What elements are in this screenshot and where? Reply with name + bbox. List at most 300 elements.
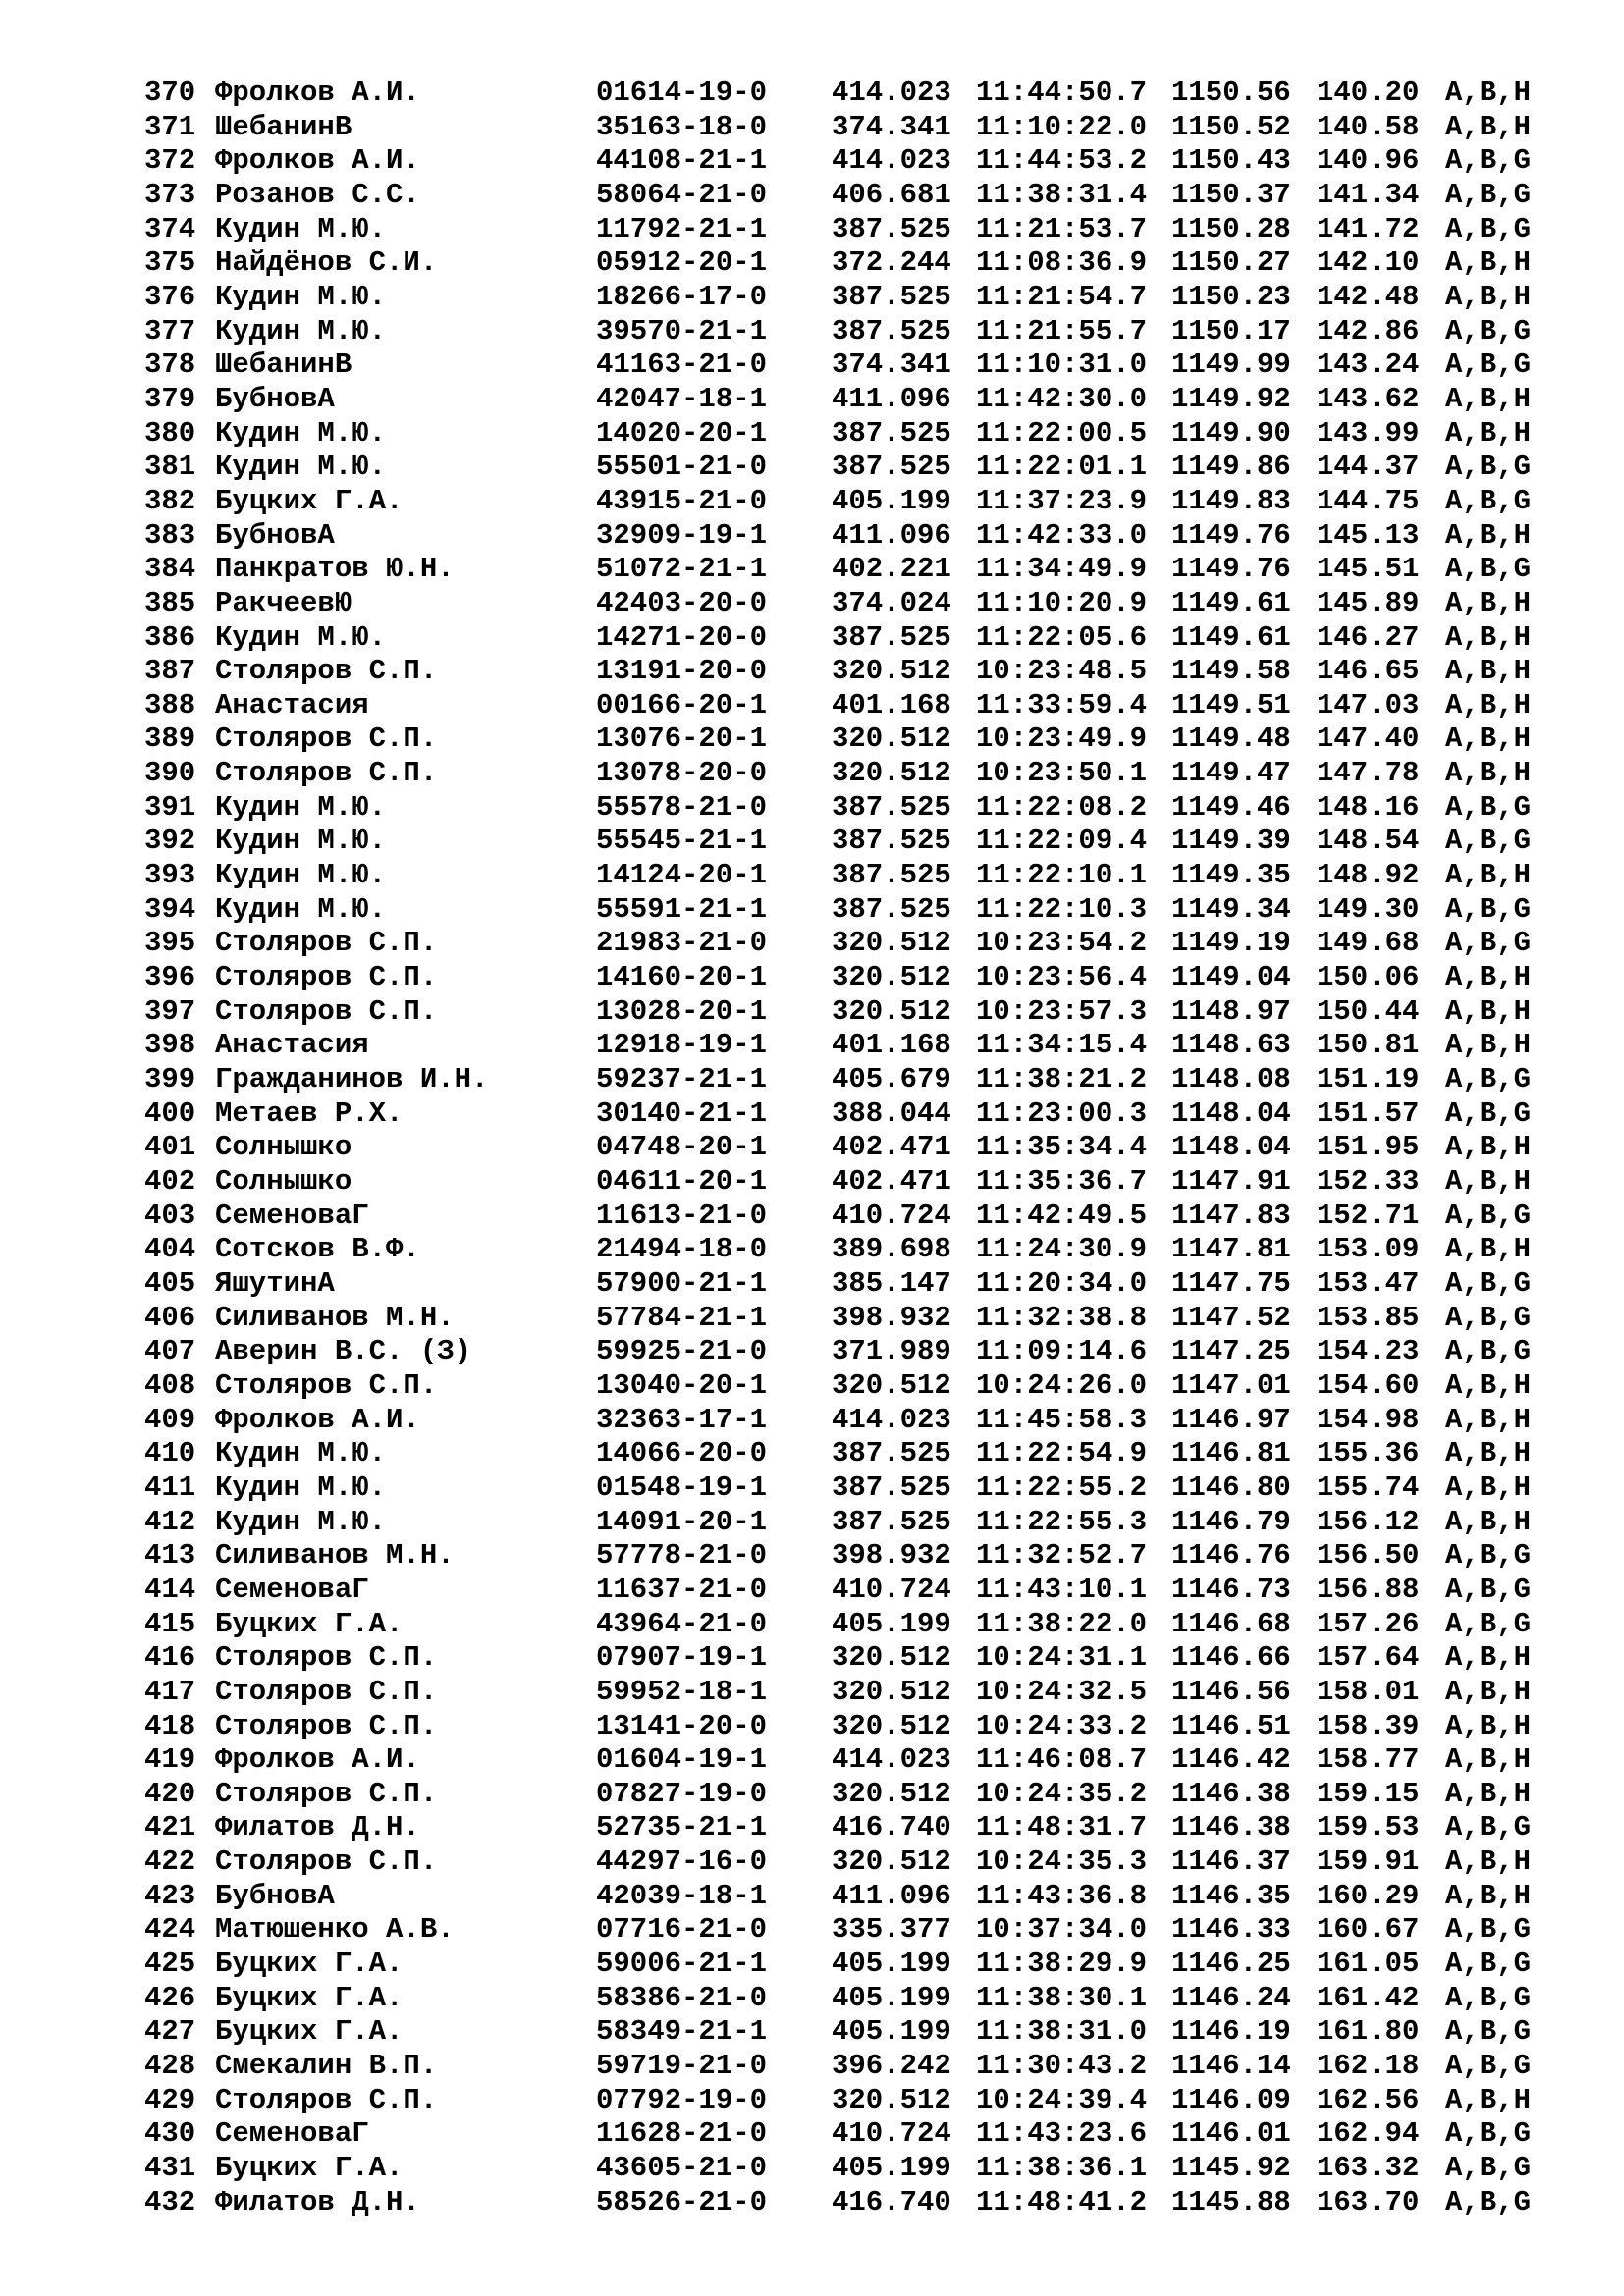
coefficient-value: 141.72 <box>1317 212 1420 245</box>
coefficient-value: 150.44 <box>1317 994 1420 1028</box>
place-number: 375 <box>144 246 196 280</box>
distance-value: 320.512 <box>832 722 951 756</box>
group-codes: A,B,H <box>1445 1743 1532 1777</box>
ring-number: 58064-21-0 <box>596 178 768 211</box>
arrival-time: 11:22:08.2 <box>976 790 1148 824</box>
coefficient-value: 153.85 <box>1317 1301 1420 1334</box>
participant-name: Найдёнов С.И. <box>215 246 438 280</box>
table-row <box>144 1165 1558 1200</box>
coefficient-value: 146.27 <box>1317 620 1420 654</box>
table-row <box>144 927 1558 961</box>
coefficient-value: 152.33 <box>1317 1165 1420 1198</box>
group-codes: A,B,H <box>1445 1641 1532 1675</box>
coefficient-value: 160.29 <box>1317 1879 1420 1912</box>
group-codes: A,B,G <box>1445 1266 1532 1300</box>
place-number: 381 <box>144 451 196 484</box>
group-codes: A,B,G <box>1445 2152 1532 2185</box>
table-row <box>144 1267 1558 1302</box>
group-codes: A,B,H <box>1445 1131 1532 1164</box>
speed-value: 1149.58 <box>1171 655 1291 688</box>
place-number: 414 <box>144 1573 196 1606</box>
participant-name: Розанов С.С. <box>215 178 420 211</box>
speed-value: 1146.33 <box>1171 1913 1291 1947</box>
ring-number: 00166-20-1 <box>596 688 768 721</box>
speed-value: 1149.04 <box>1171 961 1291 994</box>
speed-value: 1149.90 <box>1171 416 1291 450</box>
place-number: 395 <box>144 927 196 960</box>
arrival-time: 11:32:52.7 <box>976 1539 1148 1573</box>
participant-name: Кудин М.Ю. <box>215 212 387 245</box>
ring-number: 51072-21-1 <box>596 553 768 586</box>
group-codes: A,B,H <box>1445 246 1532 280</box>
participant-name: Буцких Г.А. <box>215 1607 404 1640</box>
participant-name: Столяров С.П. <box>215 1709 438 1742</box>
table-row <box>144 1608 1558 1642</box>
coefficient-value: 154.23 <box>1317 1335 1420 1368</box>
arrival-time: 11:20:34.0 <box>976 1266 1148 1300</box>
distance-value: 335.377 <box>832 1913 951 1947</box>
participant-name: Столяров С.П. <box>215 1641 438 1675</box>
coefficient-value: 151.95 <box>1317 1131 1420 1164</box>
group-codes: A,B,G <box>1445 1981 1532 2014</box>
arrival-time: 11:42:33.0 <box>976 518 1148 552</box>
group-codes: A,B,H <box>1445 586 1532 619</box>
place-number: 429 <box>144 2083 196 2116</box>
coefficient-value: 143.99 <box>1317 416 1420 450</box>
distance-value: 387.525 <box>832 825 951 858</box>
place-number: 424 <box>144 1913 196 1947</box>
participant-name: Столяров С.П. <box>215 961 438 994</box>
distance-value: 398.932 <box>832 1539 951 1573</box>
participant-name: РакчеевЮ <box>215 586 352 619</box>
ring-number: 13141-20-0 <box>596 1709 768 1742</box>
coefficient-value: 156.50 <box>1317 1539 1420 1573</box>
participant-name: Солнышко <box>215 1131 352 1164</box>
distance-value: 405.199 <box>832 2015 951 2049</box>
distance-value: 320.512 <box>832 961 951 994</box>
ring-number: 57778-21-0 <box>596 1539 768 1573</box>
arrival-time: 11:32:38.8 <box>976 1301 1148 1334</box>
table-row <box>144 2186 1558 2220</box>
arrival-time: 11:44:50.7 <box>976 77 1148 109</box>
table-row <box>144 825 1558 859</box>
place-number: 385 <box>144 586 196 619</box>
arrival-time: 11:37:23.9 <box>976 484 1148 517</box>
group-codes: A,B,H <box>1445 2083 1532 2116</box>
speed-value: 1147.83 <box>1171 1199 1291 1232</box>
ring-number: 11628-21-0 <box>596 2117 768 2151</box>
participant-name: Буцких Г.А. <box>215 2015 404 2049</box>
distance-value: 387.525 <box>832 1505 951 1538</box>
coefficient-value: 157.64 <box>1317 1641 1420 1675</box>
distance-value: 387.525 <box>832 790 951 824</box>
table-row <box>144 1743 1558 1778</box>
participant-name: Кудин М.Ю. <box>215 416 387 450</box>
distance-value: 387.525 <box>832 280 951 313</box>
place-number: 391 <box>144 790 196 824</box>
participant-name: Кудин М.Ю. <box>215 1437 387 1470</box>
group-codes: A,B,G <box>1445 790 1532 824</box>
coefficient-value: 144.37 <box>1317 451 1420 484</box>
speed-value: 1150.23 <box>1171 280 1291 313</box>
participant-name: Кудин М.Ю. <box>215 859 387 892</box>
place-number: 388 <box>144 688 196 721</box>
place-number: 371 <box>144 110 196 143</box>
ring-number: 42047-18-1 <box>596 382 768 415</box>
arrival-time: 10:24:35.3 <box>976 1845 1148 1879</box>
group-codes: A,B,G <box>1445 2015 1532 2049</box>
ring-number: 12918-19-1 <box>596 1029 768 1062</box>
participant-name: Столяров С.П. <box>215 1368 438 1402</box>
speed-value: 1146.38 <box>1171 1811 1291 1844</box>
coefficient-value: 144.75 <box>1317 484 1420 517</box>
place-number: 412 <box>144 1505 196 1538</box>
coefficient-value: 150.81 <box>1317 1029 1420 1062</box>
speed-value: 1149.19 <box>1171 927 1291 960</box>
arrival-time: 11:08:36.9 <box>976 246 1148 280</box>
distance-value: 387.525 <box>832 620 951 654</box>
group-codes: A,B,G <box>1445 1063 1532 1096</box>
place-number: 422 <box>144 1845 196 1879</box>
participant-name: Кудин М.Ю. <box>215 892 387 926</box>
coefficient-value: 158.01 <box>1317 1675 1420 1708</box>
distance-value: 374.024 <box>832 586 951 619</box>
arrival-time: 11:38:31.0 <box>976 2015 1148 2049</box>
table-row <box>144 2050 1558 2084</box>
place-number: 410 <box>144 1437 196 1470</box>
ring-number: 32363-17-1 <box>596 1403 768 1436</box>
place-number: 432 <box>144 2185 196 2218</box>
distance-value: 387.525 <box>832 1470 951 1504</box>
distance-value: 406.681 <box>832 178 951 211</box>
group-codes: A,B,H <box>1445 859 1532 892</box>
place-number: 409 <box>144 1403 196 1436</box>
place-number: 428 <box>144 2050 196 2083</box>
ring-number: 13040-20-1 <box>596 1368 768 1402</box>
distance-value: 320.512 <box>832 1777 951 1810</box>
table-row <box>144 348 1558 383</box>
arrival-time: 10:37:34.0 <box>976 1913 1148 1947</box>
coefficient-value: 161.80 <box>1317 2015 1420 2049</box>
distance-value: 320.512 <box>832 2083 951 2116</box>
table-row <box>144 1880 1558 1914</box>
group-codes: A,B,H <box>1445 1709 1532 1742</box>
distance-value: 405.199 <box>832 1607 951 1640</box>
speed-value: 1150.17 <box>1171 314 1291 347</box>
speed-value: 1146.80 <box>1171 1470 1291 1504</box>
participant-name: Сотсков В.Ф. <box>215 1233 420 1266</box>
distance-value: 405.199 <box>832 484 951 517</box>
table-row <box>144 893 1558 928</box>
arrival-time: 11:42:49.5 <box>976 1199 1148 1232</box>
place-number: 370 <box>144 77 196 109</box>
place-number: 430 <box>144 2117 196 2151</box>
group-codes: A,B,G <box>1445 1607 1532 1640</box>
ring-number: 30140-21-1 <box>596 1096 768 1130</box>
place-number: 404 <box>144 1233 196 1266</box>
speed-value: 1150.43 <box>1171 144 1291 178</box>
place-number: 387 <box>144 655 196 688</box>
group-codes: A,B,G <box>1445 892 1532 926</box>
ring-number: 07716-21-0 <box>596 1913 768 1947</box>
table-row <box>144 281 1558 315</box>
group-codes: A,B,H <box>1445 280 1532 313</box>
table-row <box>144 1335 1558 1369</box>
table-row <box>144 1097 1558 1132</box>
arrival-time: 10:23:54.2 <box>976 927 1148 960</box>
participant-name: Буцких Г.А. <box>215 1981 404 2014</box>
participant-name: Матюшенко А.В. <box>215 1913 455 1947</box>
place-number: 417 <box>144 1675 196 1708</box>
coefficient-value: 145.51 <box>1317 553 1420 586</box>
place-number: 397 <box>144 994 196 1028</box>
ring-number: 59006-21-1 <box>596 1948 768 1981</box>
table-row <box>144 2084 1558 2118</box>
group-codes: A,B,G <box>1445 1096 1532 1130</box>
arrival-time: 11:22:00.5 <box>976 416 1148 450</box>
distance-value: 401.168 <box>832 688 951 721</box>
participant-name: Буцких Г.А. <box>215 484 404 517</box>
group-codes: A,B,G <box>1445 484 1532 517</box>
group-codes: A,B,H <box>1445 1029 1532 1062</box>
speed-value: 1147.81 <box>1171 1233 1291 1266</box>
place-number: 405 <box>144 1266 196 1300</box>
place-number: 408 <box>144 1368 196 1402</box>
distance-value: 405.199 <box>832 2152 951 2185</box>
ring-number: 04611-20-1 <box>596 1165 768 1198</box>
participant-name: Кудин М.Ю. <box>215 1505 387 1538</box>
arrival-time: 10:23:57.3 <box>976 994 1148 1028</box>
arrival-time: 10:24:39.4 <box>976 2083 1148 2116</box>
coefficient-value: 148.92 <box>1317 859 1420 892</box>
group-codes: A,B,H <box>1445 994 1532 1028</box>
speed-value: 1149.61 <box>1171 586 1291 619</box>
coefficient-value: 148.16 <box>1317 790 1420 824</box>
arrival-time: 11:44:53.2 <box>976 144 1148 178</box>
group-codes: A,B,G <box>1445 927 1532 960</box>
distance-value: 320.512 <box>832 1368 951 1402</box>
group-codes: A,B,G <box>1445 178 1532 211</box>
table-row <box>144 1471 1558 1506</box>
table-row <box>144 1948 1558 1982</box>
ring-number: 13028-20-1 <box>596 994 768 1028</box>
group-codes: A,B,H <box>1445 77 1532 109</box>
group-codes: A,B,G <box>1445 348 1532 382</box>
arrival-time: 11:46:08.7 <box>976 1743 1148 1777</box>
arrival-time: 11:43:10.1 <box>976 1573 1148 1606</box>
arrival-time: 11:22:01.1 <box>976 451 1148 484</box>
ring-number: 44297-16-0 <box>596 1845 768 1879</box>
group-codes: A,B,G <box>1445 212 1532 245</box>
participant-name: Фролков А.И. <box>215 144 420 178</box>
place-number: 384 <box>144 553 196 586</box>
participant-name: СеменоваГ <box>215 1573 369 1606</box>
arrival-time: 11:09:14.6 <box>976 1335 1148 1368</box>
participant-name: Кудин М.Ю. <box>215 790 387 824</box>
group-codes: A,B,H <box>1445 688 1532 721</box>
participant-name: БубновА <box>215 382 335 415</box>
distance-value: 387.525 <box>832 1437 951 1470</box>
ring-number: 01614-19-0 <box>596 77 768 109</box>
coefficient-value: 145.13 <box>1317 518 1420 552</box>
distance-value: 414.023 <box>832 1403 951 1436</box>
table-row <box>144 213 1558 247</box>
place-number: 416 <box>144 1641 196 1675</box>
ring-number: 13076-20-1 <box>596 722 768 756</box>
arrival-time: 11:38:22.0 <box>976 1607 1148 1640</box>
distance-value: 320.512 <box>832 1675 951 1708</box>
table-row <box>144 417 1558 452</box>
participant-name: Кудин М.Ю. <box>215 314 387 347</box>
place-number: 425 <box>144 1948 196 1981</box>
speed-value: 1150.27 <box>1171 246 1291 280</box>
coefficient-value: 163.32 <box>1317 2152 1420 2185</box>
group-codes: A,B,H <box>1445 1437 1532 1470</box>
participant-name: Солнышко <box>215 1165 352 1198</box>
arrival-time: 11:38:36.1 <box>976 2152 1148 2185</box>
speed-value: 1146.56 <box>1171 1675 1291 1708</box>
participant-name: Столяров С.П. <box>215 2083 438 2116</box>
speed-value: 1150.28 <box>1171 212 1291 245</box>
speed-value: 1149.39 <box>1171 825 1291 858</box>
arrival-time: 11:22:55.2 <box>976 1470 1148 1504</box>
coefficient-value: 145.89 <box>1317 586 1420 619</box>
arrival-time: 11:22:10.1 <box>976 859 1148 892</box>
ring-number: 07792-19-0 <box>596 2083 768 2116</box>
arrival-time: 10:23:48.5 <box>976 655 1148 688</box>
distance-value: 402.471 <box>832 1131 951 1164</box>
coefficient-value: 161.42 <box>1317 1981 1420 2014</box>
participant-name: ШебанинВ <box>215 110 352 143</box>
speed-value: 1149.46 <box>1171 790 1291 824</box>
participant-name: Столяров С.П. <box>215 1675 438 1708</box>
distance-value: 372.244 <box>832 246 951 280</box>
group-codes: A,B,H <box>1445 655 1532 688</box>
group-codes: A,B,H <box>1445 110 1532 143</box>
speed-value: 1149.92 <box>1171 382 1291 415</box>
distance-value: 387.525 <box>832 416 951 450</box>
ring-number: 32909-19-1 <box>596 518 768 552</box>
ring-number: 18266-17-0 <box>596 280 768 313</box>
ring-number: 43605-21-0 <box>596 2152 768 2185</box>
distance-value: 414.023 <box>832 144 951 178</box>
speed-value: 1146.79 <box>1171 1505 1291 1538</box>
coefficient-value: 147.78 <box>1317 757 1420 790</box>
ring-number: 42403-20-0 <box>596 586 768 619</box>
ring-number: 39570-21-1 <box>596 314 768 347</box>
place-number: 392 <box>144 825 196 858</box>
distance-value: 374.341 <box>832 348 951 382</box>
speed-value: 1149.47 <box>1171 757 1291 790</box>
participant-name: Столяров С.П. <box>215 757 438 790</box>
place-number: 406 <box>144 1301 196 1334</box>
arrival-time: 11:38:29.9 <box>976 1948 1148 1981</box>
distance-value: 371.989 <box>832 1335 951 1368</box>
distance-value: 387.525 <box>832 892 951 926</box>
coefficient-value: 162.56 <box>1317 2083 1420 2116</box>
participant-name: Фролков А.И. <box>215 77 420 109</box>
table-row <box>144 1845 1558 1880</box>
ring-number: 55578-21-0 <box>596 790 768 824</box>
arrival-time: 10:24:33.2 <box>976 1709 1148 1742</box>
arrival-time: 11:21:53.7 <box>976 212 1148 245</box>
table-row <box>144 315 1558 349</box>
distance-value: 402.221 <box>832 553 951 586</box>
ring-number: 58526-21-0 <box>596 2185 768 2218</box>
distance-value: 411.096 <box>832 518 951 552</box>
results-table <box>144 77 1558 2219</box>
group-codes: A,B,G <box>1445 1573 1532 1606</box>
group-codes: A,B,G <box>1445 1301 1532 1334</box>
place-number: 383 <box>144 518 196 552</box>
arrival-time: 11:10:20.9 <box>976 586 1148 619</box>
coefficient-value: 143.62 <box>1317 382 1420 415</box>
speed-value: 1145.92 <box>1171 2152 1291 2185</box>
coefficient-value: 158.39 <box>1317 1709 1420 1742</box>
arrival-time: 11:38:21.2 <box>976 1063 1148 1096</box>
speed-value: 1148.97 <box>1171 994 1291 1028</box>
distance-value: 320.512 <box>832 757 951 790</box>
distance-value: 410.724 <box>832 2117 951 2151</box>
arrival-time: 11:48:31.7 <box>976 1811 1148 1844</box>
distance-value: 387.525 <box>832 212 951 245</box>
table-row <box>144 179 1558 213</box>
place-number: 394 <box>144 892 196 926</box>
ring-number: 14091-20-1 <box>596 1505 768 1538</box>
table-row <box>144 587 1558 621</box>
ring-number: 07907-19-1 <box>596 1641 768 1675</box>
coefficient-value: 140.58 <box>1317 110 1420 143</box>
arrival-time: 11:10:22.0 <box>976 110 1148 143</box>
place-number: 427 <box>144 2015 196 2049</box>
distance-value: 405.199 <box>832 1948 951 1981</box>
coefficient-value: 148.54 <box>1317 825 1420 858</box>
table-row <box>144 961 1558 995</box>
arrival-time: 11:24:30.9 <box>976 1233 1148 1266</box>
arrival-time: 11:38:30.1 <box>976 1981 1148 2014</box>
participant-name: Столяров С.П. <box>215 927 438 960</box>
ring-number: 59719-21-0 <box>596 2050 768 2083</box>
group-codes: A,B,H <box>1445 1403 1532 1436</box>
table-row <box>144 451 1558 485</box>
arrival-time: 10:24:35.2 <box>976 1777 1148 1810</box>
coefficient-value: 155.36 <box>1317 1437 1420 1470</box>
place-number: 411 <box>144 1470 196 1504</box>
distance-value: 320.512 <box>832 927 951 960</box>
group-codes: A,B,H <box>1445 382 1532 415</box>
group-codes: A,B,G <box>1445 2050 1532 2083</box>
coefficient-value: 146.65 <box>1317 655 1420 688</box>
distance-value: 387.525 <box>832 859 951 892</box>
ring-number: 01604-19-1 <box>596 1743 768 1777</box>
speed-value: 1146.38 <box>1171 1777 1291 1810</box>
coefficient-value: 155.74 <box>1317 1470 1420 1504</box>
distance-value: 402.471 <box>832 1165 951 1198</box>
distance-value: 385.147 <box>832 1266 951 1300</box>
distance-value: 387.525 <box>832 314 951 347</box>
coefficient-value: 149.68 <box>1317 927 1420 960</box>
group-codes: A,B,G <box>1445 825 1532 858</box>
ring-number: 14271-20-0 <box>596 620 768 654</box>
coefficient-value: 140.96 <box>1317 144 1420 178</box>
coefficient-value: 159.53 <box>1317 1811 1420 1844</box>
ring-number: 44108-21-1 <box>596 144 768 178</box>
group-codes: A,B,H <box>1445 1845 1532 1879</box>
group-codes: A,B,H <box>1445 1777 1532 1810</box>
distance-value: 411.096 <box>832 1879 951 1912</box>
participant-name: Смекалин В.П. <box>215 2050 438 2083</box>
arrival-time: 11:38:31.4 <box>976 178 1148 211</box>
